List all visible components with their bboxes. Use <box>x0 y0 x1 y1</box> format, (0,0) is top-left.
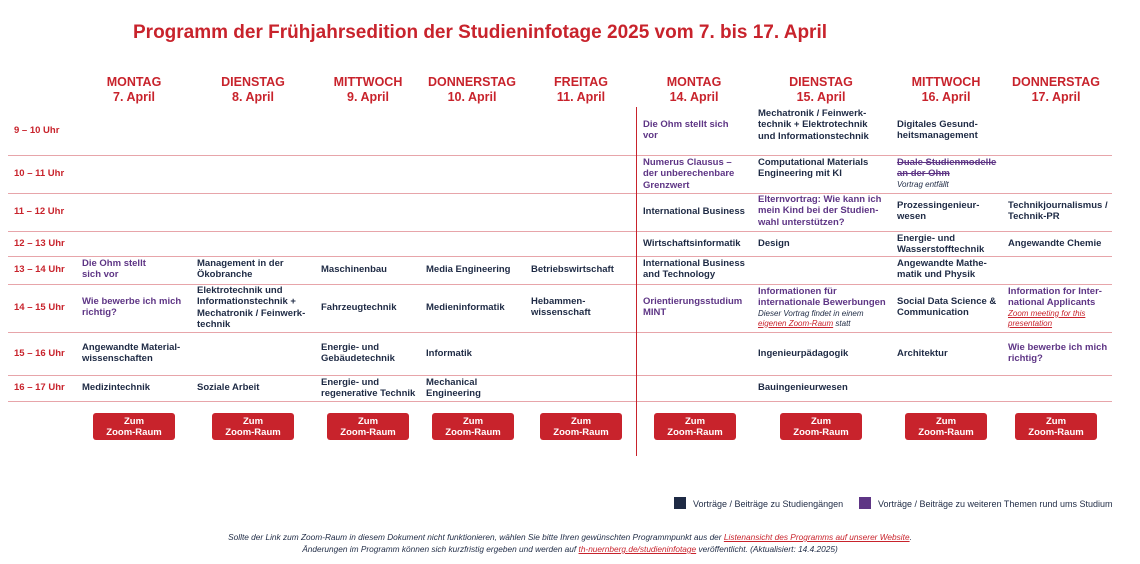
session-item: Media Engineering <box>426 264 511 275</box>
day-header-4: DONNERSTAG 10. April <box>428 75 516 104</box>
session-item: Energie- und Wasserstofftechnik <box>897 233 985 256</box>
session-item: Angewandte Materialwissenschaften <box>82 342 181 365</box>
program-list-link[interactable]: Listenansicht des Programms auf unserer Website <box>723 532 910 542</box>
session-item: Energie- und regenerative Technik <box>321 377 416 400</box>
row-separator <box>8 401 1112 402</box>
time-label: 10 – 11 Uhr <box>14 168 65 179</box>
session-item: Medieninformatik <box>426 302 505 313</box>
session-item: Prozessingenieurwesen <box>897 200 980 223</box>
session-item: Angewandte Chemie <box>1008 238 1102 249</box>
time-label: 13 – 14 Uhr <box>14 264 65 275</box>
time-label: 9 – 10 Uhr <box>14 125 60 136</box>
session-item: Ingenieurpädagogik <box>758 348 849 359</box>
session-item: Die Ohm stellt sich vor <box>643 119 729 142</box>
legend-item-study-programs: Vorträge / Beiträge zu Studiengängen <box>674 497 843 509</box>
zoom-room-button-5[interactable]: Zum Zoom-Raum <box>540 413 622 440</box>
page-title: Programm der Frühjahrsedition der Studieninfotage 2025 vom 7. bis 17. April <box>133 22 828 43</box>
day-header-1: MONTAG 7. April <box>106 75 162 104</box>
session-item: Soziale Arbeit <box>197 382 260 393</box>
day-header-5: FREITAG 11. April <box>554 75 608 104</box>
session-item: Design <box>758 238 790 249</box>
separate-zoom-room-link[interactable]: eigenen Zoom-Raum <box>758 318 834 328</box>
zoom-room-button-7[interactable]: Zum Zoom-Raum <box>780 413 862 440</box>
cancellation-note: Vortrag entfällt <box>897 179 949 189</box>
session-item: Die Ohm stellt sich vor <box>82 258 146 281</box>
week-divider <box>636 107 637 456</box>
session-item: Information for International Applicants Zoom meeting for this presentation <box>1008 286 1112 329</box>
day-header-2: DIENSTAG 8. April <box>221 75 285 104</box>
session-item: Informationen für internationale Bewerbungen Dieser Vortrag findet in einem eigenen Zoom-Raum statt <box>758 286 886 328</box>
session-item: Bauingenieurwesen <box>758 382 848 393</box>
day-header-3: MITTWOCH 9. April <box>333 75 403 104</box>
session-item: Wie bewerbe ich mich richtig? <box>82 296 182 319</box>
zoom-room-button-6[interactable]: Zum Zoom-Raum <box>654 413 736 440</box>
session-item: International Business and Technology <box>643 258 745 281</box>
time-label: 15 – 16 Uhr <box>14 348 65 359</box>
session-item: Elektrotechnik und Informationstechnik + Mechatronik / Feinwerktechnik <box>197 285 306 330</box>
session-item: Angewandte Mathematik und Physik <box>897 258 987 281</box>
session-item: Wirtschaftsinformatik <box>643 238 741 249</box>
purple-swatch <box>859 497 871 509</box>
time-label: 11 – 12 Uhr <box>14 206 65 217</box>
footer-line-2: Änderungen im Programm können sich kurzfristig ergeben und werden auf th-nuernberg.de/studieninfotage veröffentlicht. (Aktualisiert: 14.4.2025) <box>302 544 838 554</box>
row-separator <box>8 284 1112 285</box>
session-item: Betriebswirtschaft <box>531 264 614 275</box>
footer-line-1: Sollte der Link zum Zoom-Raum in diesem Dokument nicht funktionieren, wählen Sie bitte Ihren gewünschten Programmpunkt aus der Listenansicht des Programms auf unserer Website. <box>228 532 912 542</box>
row-separator <box>8 155 1112 156</box>
time-label: 16 – 17 Uhr <box>14 382 65 393</box>
session-item: Elternvortrag: Wie kann ich mein Kind bei der Studienwahl unterstützen? <box>758 194 882 228</box>
zoom-room-button-3[interactable]: Zum Zoom-Raum <box>327 413 409 440</box>
session-item: Maschinenbau <box>321 264 387 275</box>
session-item-cancelled: Duale Studienmodelle an der Ohm Vortrag entfällt <box>897 157 1002 190</box>
zoom-room-button-9[interactable]: Zum Zoom-Raum <box>1015 413 1097 440</box>
day-header-6: MONTAG 14. April <box>666 75 722 104</box>
session-item: Architektur <box>897 348 948 359</box>
row-separator <box>8 256 1112 257</box>
time-label: 14 – 15 Uhr <box>14 302 65 313</box>
legend-item-other-topics: Vorträge / Beiträge zu weiteren Themen rund ums Studium <box>859 497 1112 509</box>
session-item: Energie- und Gebäudetechnik <box>321 342 395 365</box>
navy-swatch <box>674 497 686 509</box>
session-item: Mechanical Engineering <box>426 377 481 400</box>
zoom-room-button-8[interactable]: Zum Zoom-Raum <box>905 413 987 440</box>
row-separator <box>8 193 1112 194</box>
session-item: Orientierungsstudium MINT <box>643 296 743 319</box>
row-separator <box>8 231 1112 232</box>
session-item: Informatik <box>426 348 472 359</box>
session-item: Digitales Gesundheitsmanagement <box>897 119 978 142</box>
row-separator <box>8 375 1112 376</box>
website-link[interactable]: th-nuernberg.de/studieninfotage <box>578 544 697 554</box>
session-item: Mechatronik / Feinwerktechnik + Elektrotechnik und Informationstechnik <box>758 108 869 142</box>
zoom-room-button-1[interactable]: Zum Zoom-Raum <box>93 413 175 440</box>
zoom-meeting-link[interactable]: Zoom meeting for this presentation <box>1008 308 1086 328</box>
day-header-8: MITTWOCH 16. April <box>911 75 981 104</box>
session-item: Wie bewerbe ich mich richtig? <box>1008 342 1108 365</box>
session-item: International Business <box>643 206 745 217</box>
zoom-room-button-2[interactable]: Zum Zoom-Raum <box>212 413 294 440</box>
day-header-7: DIENSTAG 15. April <box>789 75 853 104</box>
session-item: Hebammenwissenschaft <box>531 296 591 319</box>
session-item: Social Data Science & Communication <box>897 296 997 319</box>
time-label: 12 – 13 Uhr <box>14 238 65 249</box>
session-item: Numerus Clausus – der unberechenbare Grenzwert <box>643 157 735 191</box>
session-item: Computational Materials Engineering mit KI <box>758 157 869 180</box>
session-item: Fahrzeugtechnik <box>321 302 397 313</box>
session-item: Management in der Ökobranche <box>197 258 284 281</box>
session-item: Technikjournalismus / Technik-PR <box>1008 200 1108 223</box>
zoom-room-button-4[interactable]: Zum Zoom-Raum <box>432 413 514 440</box>
row-separator <box>8 332 1112 333</box>
session-item: Medizintechnik <box>82 382 151 393</box>
day-header-9: DONNERSTAG 17. April <box>1012 75 1100 104</box>
